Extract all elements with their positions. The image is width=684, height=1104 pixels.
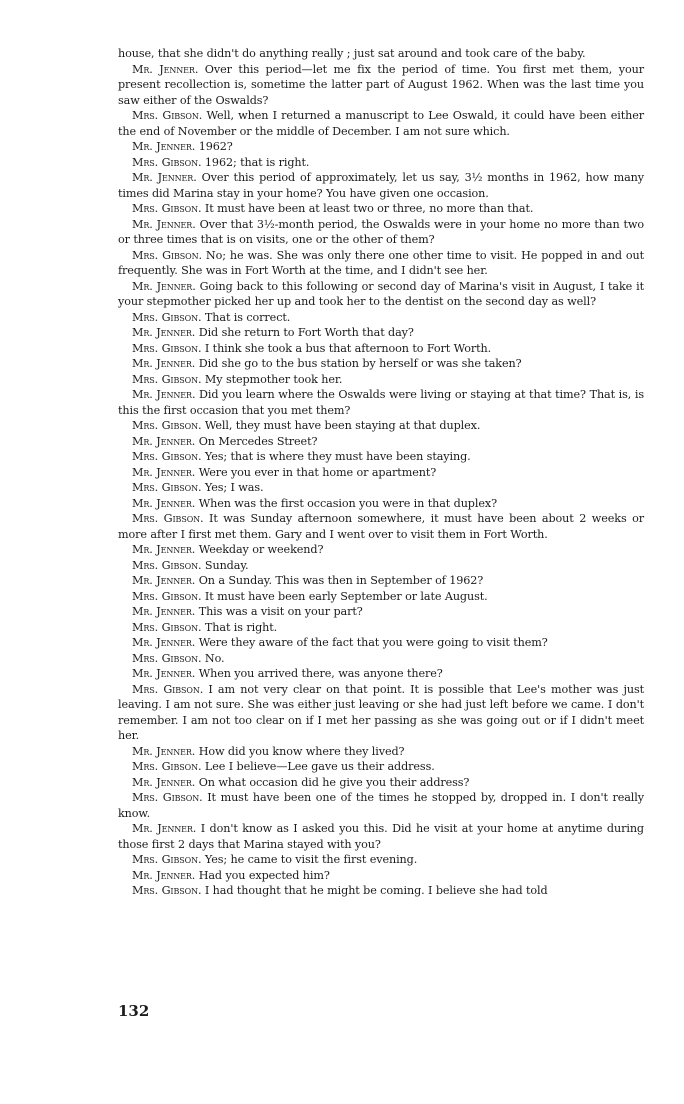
speaker-label: Mrs. Gibson.	[132, 682, 204, 696]
speaker-label: Mr. Jenner.	[132, 279, 196, 293]
testimony-text: That is correct.	[201, 310, 291, 324]
testimony-text: Over this period of approximately, let us say, 3½ months in 1962, how many times did Marina stay in your home? You have given one occasion.	[118, 171, 644, 200]
testimony-text: Lee I believe—Lee gave us their address.	[201, 760, 435, 773]
transcript-paragraph	[118, 573, 644, 589]
transcript-paragraph	[118, 434, 644, 450]
transcript-paragraph	[118, 465, 644, 481]
testimony-text: My stepmother took her.	[201, 372, 343, 386]
speaker-label: Mrs. Gibson.	[132, 558, 202, 572]
transcript-paragraph	[118, 449, 644, 465]
speaker-label: Mr. Jenner.	[132, 868, 196, 882]
testimony-text: On what occasion did he give you their address?	[195, 775, 470, 789]
transcript-paragraph	[118, 682, 644, 744]
transcript-paragraph	[118, 759, 644, 775]
testimony-text: house, that she didn't do anything really ; just sat around and took care of the baby.	[118, 47, 586, 60]
speaker-label: Mrs. Gibson.	[132, 341, 202, 355]
speaker-label: Mrs. Gibson.	[132, 310, 202, 324]
transcript-paragraph	[118, 372, 644, 388]
transcript-paragraph	[118, 589, 644, 605]
testimony-text: It must have been at least two or three, no more than that.	[201, 202, 534, 215]
speaker-label: Mrs. Gibson.	[132, 589, 202, 603]
speaker-label: Mrs. Gibson.	[132, 651, 202, 665]
speaker-label: Mr. Jenner.	[132, 465, 196, 479]
testimony-text: I am not very clear on that point. It is possible that Lee's mother was just leaving. I am not sure. She was either just leaving or she had just left before we came. I don't remember. I am not too clear on if I met her passing as she was going out or if I didn't meet her.	[118, 682, 644, 742]
speaker-label: Mr. Jenner.	[132, 434, 196, 448]
speaker-label: Mrs. Gibson.	[132, 419, 202, 432]
transcript-paragraph	[118, 868, 644, 884]
transcript-paragraph	[118, 620, 644, 636]
speaker-label: Mr. Jenner.	[132, 574, 196, 587]
testimony-text: I don't know as I asked you this. Did he visit at your home at anytime during those first 2 days that Marina stayed with you?	[118, 822, 644, 851]
speaker-label: Mrs. Gibson.	[132, 791, 203, 804]
testimony-text: Over that 3½-month period, the Oswalds were in your home no more than two or three times that is on visits, one or the other of them?	[118, 217, 644, 246]
speaker-label: Mrs. Gibson.	[132, 450, 202, 463]
speaker-label: Mr. Jenner.	[132, 636, 196, 649]
transcript-paragraph	[118, 542, 644, 558]
speaker-label: Mrs. Gibson.	[132, 248, 202, 262]
speaker-label: Mr. Jenner.	[132, 140, 196, 153]
speaker-label: Mrs. Gibson.	[132, 372, 202, 386]
speaker-label: Mrs. Gibson.	[132, 202, 202, 215]
testimony-text: Yes; that is where they must have been staying.	[201, 450, 471, 463]
speaker-label: Mrs. Gibson.	[132, 760, 202, 773]
testimony-text: Yes; he came to visit the first evening.	[201, 853, 418, 866]
transcript-paragraph	[118, 356, 644, 372]
testimony-text: Weekday or weekend?	[195, 543, 324, 556]
testimony-text: Well, when I returned a manuscript to Lee Oswald, it could have been either the end of November or the middle of December. I am not sure which.	[118, 109, 644, 138]
testimony-text: Did she go to the bus station by herself or was she taken?	[195, 357, 522, 370]
transcript-paragraph	[118, 325, 644, 341]
transcript-paragraph	[118, 821, 644, 852]
testimony-text: It must have been one of the times he stopped by, dropped in. I don't really know.	[118, 791, 644, 820]
speaker-label: Mr. Jenner.	[132, 326, 196, 339]
transcript-paragraph	[118, 604, 644, 620]
transcript-paragraph	[118, 775, 644, 791]
testimony-text: This was a visit on your part?	[195, 605, 363, 618]
testimony-text: I had thought that he might be coming. I believe she had told	[201, 884, 548, 897]
speaker-label: Mr. Jenner.	[132, 496, 196, 510]
speaker-label: Mr. Jenner.	[132, 217, 196, 231]
page-number: 132	[118, 1002, 150, 1020]
transcript-paragraph	[118, 418, 644, 434]
testimony-text: When you arrived there, was anyone there?	[195, 667, 443, 680]
testimony-text: Were they aware of the fact that you were going to visit them?	[195, 636, 548, 649]
testimony-text: Did she return to Fort Worth that day?	[195, 326, 414, 339]
transcript-paragraph	[118, 139, 644, 155]
testimony-text: On a Sunday. This was then in September of 1962?	[195, 574, 484, 587]
transcript-paragraph	[118, 790, 644, 821]
testimony-text: That is right.	[201, 620, 278, 634]
testimony-text: Over this period—let me fix the period of time. You first met them, your present recollection is, sometime the latter part of August 1962. When was the last time you saw either of the Oswalds?	[118, 62, 644, 107]
testimony-text: 1962?	[195, 140, 233, 153]
speaker-label: Mr. Jenner.	[132, 822, 197, 835]
speaker-label: Mr. Jenner.	[132, 171, 197, 184]
testimony-text: Had you expected him?	[195, 868, 330, 882]
transcript-paragraph	[118, 852, 644, 868]
transcript-paragraph	[118, 62, 644, 109]
speaker-label: Mrs. Gibson.	[132, 512, 204, 525]
speaker-label: Mr. Jenner.	[132, 744, 196, 758]
testimony-text: Going back to this following or second day of Marina's visit in August, I take it your stepmother picked her up and took her to the dentist on the second day as well?	[118, 279, 644, 308]
testimony-text: Were you ever in that home or apartment?	[195, 465, 437, 479]
testimony-text: Yes; I was.	[201, 481, 264, 494]
speaker-label: Mr. Jenner.	[132, 667, 196, 680]
speaker-label: Mr. Jenner.	[132, 775, 196, 789]
testimony-text: It was Sunday afternoon somewhere, it must have been about 2 weeks or more after I first met them. Gary and I went over to visit them in Fort Worth.	[118, 512, 644, 541]
transcript-paragraph	[118, 744, 644, 760]
transcript-paragraph	[118, 108, 644, 139]
transcript-paragraph	[118, 310, 644, 326]
testimony-text: It must have been early September or late August.	[201, 589, 488, 603]
transcript-paragraph	[118, 883, 644, 899]
speaker-label: Mr. Jenner.	[132, 388, 196, 401]
testimony-text: Well, they must have been staying at that duplex.	[201, 419, 481, 432]
transcript-paragraph	[118, 666, 644, 682]
transcript-paragraph	[118, 651, 644, 667]
testimony-text: On Mercedes Street?	[195, 434, 318, 448]
transcript-paragraph	[118, 496, 644, 512]
transcript-paragraph	[118, 279, 644, 310]
transcript-paragraph	[118, 201, 644, 217]
transcript-paragraph	[118, 480, 644, 496]
transcript-paragraph	[118, 341, 644, 357]
speaker-label: Mrs. Gibson.	[132, 884, 202, 897]
transcript-paragraph	[118, 248, 644, 279]
speaker-label: Mrs. Gibson.	[132, 155, 202, 169]
transcript-paragraph	[118, 46, 644, 62]
testimony-text: I think she took a bus that afternoon to Fort Worth.	[201, 341, 492, 355]
transcript-paragraph	[118, 558, 644, 574]
transcript-paragraph	[118, 635, 644, 651]
testimony-text: No.	[201, 651, 225, 665]
speaker-label: Mrs. Gibson.	[132, 109, 203, 122]
transcript-paragraph	[118, 217, 644, 248]
transcript-paragraph	[118, 170, 644, 201]
testimony-text: How did you know where they lived?	[195, 744, 405, 758]
transcript-paragraph	[118, 387, 644, 418]
speaker-label: Mrs. Gibson.	[132, 481, 202, 494]
testimony-text: Sunday.	[201, 558, 249, 572]
speaker-label: Mrs. Gibson.	[132, 853, 202, 866]
speaker-label: Mr. Jenner.	[132, 62, 199, 76]
speaker-label: Mrs. Gibson.	[132, 620, 202, 634]
transcript-paragraph	[118, 511, 644, 542]
testimony-text: When was the first occasion you were in that duplex?	[195, 496, 497, 510]
transcript-paragraph	[118, 155, 644, 171]
testimony-text: 1962; that is right.	[201, 155, 310, 169]
speaker-label: Mr. Jenner.	[132, 543, 196, 556]
transcript-page	[118, 46, 644, 899]
speaker-label: Mr. Jenner.	[132, 357, 196, 370]
testimony-text: No; he was. She was only there one other time to visit. He popped in and out frequently. She was in Fort Worth at the time, and I didn't see her.	[118, 248, 644, 277]
testimony-text: Did you learn where the Oswalds were living or staying at that time? That is, is this the first occasion that you met them?	[118, 388, 644, 417]
speaker-label: Mr. Jenner.	[132, 605, 196, 618]
